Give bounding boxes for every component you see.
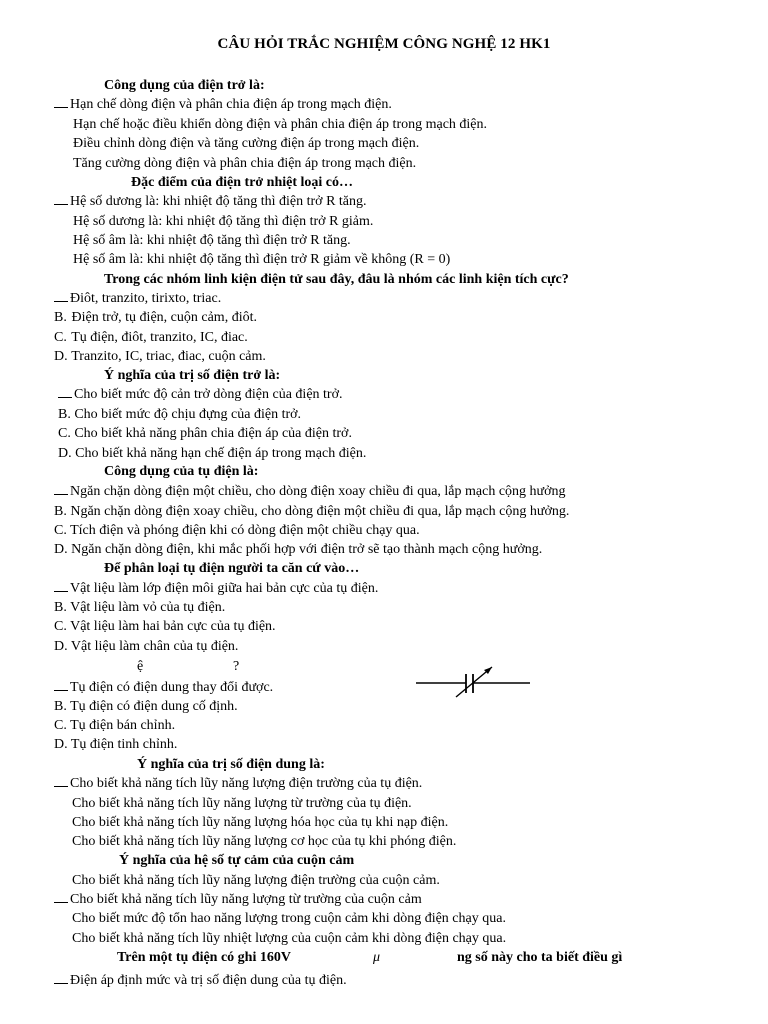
variable-capacitor-symbol-icon xyxy=(416,664,530,700)
question-2: Đặc điểm của điện trở nhiệt loại có… xyxy=(131,175,354,190)
answer-blank xyxy=(54,974,68,984)
option-c[interactable]: C. Tụ điện, điôt, tranzito, IC, điac. xyxy=(54,330,248,345)
answer-marked[interactable]: Điện áp định mức và trị số điện dung của tụ điện. xyxy=(54,973,347,989)
option-c[interactable]: C. Cho biết khả năng phân chia điện áp của điện trở. xyxy=(58,426,352,441)
option-b[interactable]: B. Cho biết mức độ chịu đựng của điện trở. xyxy=(58,407,302,422)
answer-marked[interactable]: Hạn chế dòng điện và phân chia điện áp trong mạch điện. xyxy=(54,97,392,113)
answer-blank xyxy=(54,195,68,205)
option[interactable]: Cho biết khả năng tích lũy năng lượng cơ học của tụ khi phóng điện. xyxy=(72,834,457,849)
option[interactable]: Cho biết khả năng tích lũy năng lượng điện trường của cuộn cảm. xyxy=(72,873,440,888)
option-d[interactable]: D. Tụ điện tinh chỉnh. xyxy=(54,737,178,752)
question-3: Trong các nhóm linh kiện điện tử sau đây, đâu là nhóm các linh kiện tích cực? xyxy=(104,272,569,287)
option[interactable]: Hệ số âm là: khi nhiệt độ tăng thì điện trở R giảm về không (R = 0) xyxy=(73,252,451,267)
answer-marked[interactable]: Tụ điện có điện dung thay đổi được. xyxy=(54,680,273,696)
question-7-fragment: ? xyxy=(233,659,240,674)
option[interactable]: Cho biết khả năng tích lũy năng lượng hóa học của tụ khi nạp điện. xyxy=(72,815,449,830)
option-d[interactable]: D. Vật liệu làm chân của tụ điện. xyxy=(54,639,239,654)
option-d[interactable]: D. Tranzito, IC, triac, điac, cuộn cảm. xyxy=(54,349,266,364)
question-10-fragment: ng số này cho ta biết điều gì xyxy=(457,950,623,965)
answer-marked[interactable]: Cho biết mức độ cản trở dòng điện của điện trở. xyxy=(58,387,343,403)
question-8: Ý nghĩa của trị số điện dung là: xyxy=(137,757,325,772)
answer-blank xyxy=(54,777,68,787)
option-c[interactable]: C. Tụ điện bán chỉnh. xyxy=(54,718,176,733)
answer-marked[interactable]: Ngăn chặn dòng điện một chiều, cho dòng điện xoay chiều đi qua, lắp mạch cộng hưởng xyxy=(54,484,566,500)
option[interactable]: Cho biết khả năng tích lũy nhiệt lượng của cuộn cảm khi dòng điện chạy qua. xyxy=(72,931,507,946)
option-d[interactable]: D. Ngăn chặn dòng điện, khi mắc phối hợp với điện trở sẽ tạo thành mạch cộng hưởng. xyxy=(54,542,543,557)
option-b[interactable]: B. Tụ điện có điện dung cố định. xyxy=(54,699,238,714)
question-1: Công dụng của điện trở là: xyxy=(104,78,265,93)
option[interactable]: Điều chỉnh dòng điện và tăng cường điện áp trong mạch điện. xyxy=(73,136,420,151)
option-d[interactable]: D. Cho biết khả năng hạn chế điện áp trong mạch điện. xyxy=(58,446,367,461)
document-title: CÂU HỎI TRẮC NGHIỆM CÔNG NGHỆ 12 HK1 xyxy=(217,36,551,52)
answer-blank xyxy=(54,893,68,903)
option[interactable]: Hệ số dương là: khi nhiệt độ tăng thì điện trở R giảm. xyxy=(73,214,374,229)
option[interactable]: Cho biết khả năng tích lũy năng lượng từ trường của tụ điện. xyxy=(72,796,412,811)
option-b[interactable]: B. Ngăn chặn dòng điện xoay chiều, cho dòng điện một chiều đi qua, lắp mạch cộng hưởng. xyxy=(54,504,570,519)
answer-marked[interactable]: Cho biết khả năng tích lũy năng lượng từ trường của cuộn cảm xyxy=(54,892,422,908)
option-c[interactable]: C. Vật liệu làm hai bản cực của tụ điện. xyxy=(54,619,276,634)
answer-marked[interactable]: Vật liệu làm lớp điện môi giữa hai bản cực của tụ điện. xyxy=(54,581,378,597)
option[interactable]: Cho biết mức độ tổn hao năng lượng trong cuộn cảm khi dòng điện chạy qua. xyxy=(72,911,506,926)
answer-blank xyxy=(54,681,68,691)
answer-blank xyxy=(54,582,68,592)
question-4: Ý nghĩa của trị số điện trở là: xyxy=(104,368,281,383)
answer-marked[interactable]: Cho biết khả năng tích lũy năng lượng điện trường của tụ điện. xyxy=(54,776,422,792)
answer-blank xyxy=(58,388,72,398)
option[interactable]: Tăng cường dòng điện và phân chia điện áp trong mạch điện. xyxy=(73,156,417,171)
option-b[interactable]: B. Vật liệu làm vỏ của tụ điện. xyxy=(54,600,226,615)
question-5: Công dụng của tụ điện là: xyxy=(104,464,259,479)
micro-symbol: μ xyxy=(373,950,381,965)
question-6: Để phân loại tụ điện người ta căn cứ vào… xyxy=(104,561,360,576)
question-10-fragment: Trên một tụ điện có ghi 160V xyxy=(117,950,291,965)
answer-blank xyxy=(54,485,68,495)
answer-marked[interactable]: Hệ số dương là: khi nhiệt độ tăng thì điện trở R tăng. xyxy=(54,194,367,210)
answer-blank xyxy=(54,98,68,108)
answer-marked[interactable]: Điôt, tranzito, tirixto, triac. xyxy=(54,291,221,307)
question-9: Ý nghĩa của hệ số tự cảm của cuộn cảm xyxy=(119,853,355,868)
option-b[interactable]: B. Điện trở, tụ điện, cuộn cảm, điôt. xyxy=(54,310,257,325)
question-7-fragment: ệ xyxy=(137,659,144,674)
option[interactable]: Hạn chế hoặc điều khiển dòng điện và phân chia điện áp trong mạch điện. xyxy=(73,117,488,132)
option[interactable]: Hệ số âm là: khi nhiệt độ tăng thì điện trở R tăng. xyxy=(73,233,351,248)
option-c[interactable]: C. Tích điện và phóng điện khi có dòng điện một chiều chạy qua. xyxy=(54,523,420,538)
answer-blank xyxy=(54,292,68,302)
